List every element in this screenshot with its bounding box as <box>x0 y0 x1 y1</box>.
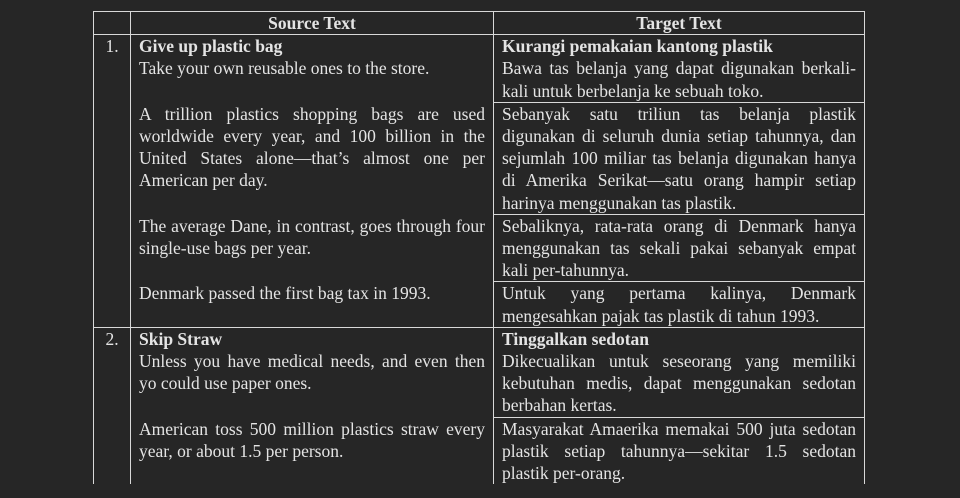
target-sentence: Bawa tas belanja yang dapat digunakan berkali-kali untuk berbelanja ke sebuah toko. <box>494 57 865 102</box>
section-number: 2. <box>94 327 131 350</box>
table-row <box>94 417 865 484</box>
target-sentence: Masyarakat Amaerika memakai 500 juta sedotan plastik setiap tahunnya—sekitar 1.5 sedotan plastik per-orang. <box>494 417 865 484</box>
header-number <box>94 12 131 35</box>
section-number: 1. <box>94 35 131 58</box>
section-title-row <box>94 35 865 58</box>
source-sentence: Unless you have medical needs, and even then yo could use paper ones. <box>131 350 494 417</box>
table-row <box>94 57 865 102</box>
target-sentence: Untuk yang pertama kalinya, Denmark mengesahkan pajak tas plastik di tahun 1993. <box>494 282 865 327</box>
source-sentence: Denmark passed the first bag tax in 1993. <box>131 282 494 327</box>
source-section-title: Give up plastic bag <box>131 35 494 58</box>
source-sentence: American toss 500 million plastics straw every year, or about 1.5 per person. <box>131 417 494 484</box>
target-sentence: Sebaliknya, rata-rata orang di Denmark hanya menggunakan tas sekali pakai sebanyak empat kali per-tahunnya. <box>494 214 865 282</box>
table-row <box>94 350 865 417</box>
source-sentence: The average Dane, in contrast, goes through four single-use bags per year. <box>131 214 494 282</box>
table-row <box>94 214 865 282</box>
source-sentence: A trillion plastics shopping bags are used worldwide every year, and 100 billion in the United States alone—that’s almost one per American per day. <box>131 102 494 214</box>
table-row <box>94 282 865 327</box>
source-sentence: Take your own reusable ones to the store. <box>131 57 494 102</box>
header-source: Source Text <box>131 12 494 35</box>
target-sentence: Sebanyak satu triliun tas belanja plastik digunakan di seluruh dunia setiap tahunnya, dan sejumlah 100 miliar tas belanja digunakan hanya di Amerika Serikat—satu orang hampir setiap harinya menggunakan tas plastik. <box>494 102 865 214</box>
target-sentence: Dikecualikan untuk seseorang yang memiliki kebutuhan medis, dapat menggunakan sedotan berbahan kertas. <box>494 350 865 417</box>
table-row <box>94 102 865 214</box>
source-section-title: Skip Straw <box>131 327 494 350</box>
target-section-title: Kurangi pemakaian kantong plastik <box>494 35 865 58</box>
header-row <box>94 12 865 35</box>
translation-table <box>93 11 865 484</box>
header-target: Target Text <box>494 12 865 35</box>
target-section-title: Tinggalkan sedotan <box>494 327 865 350</box>
section-title-row <box>94 327 865 350</box>
